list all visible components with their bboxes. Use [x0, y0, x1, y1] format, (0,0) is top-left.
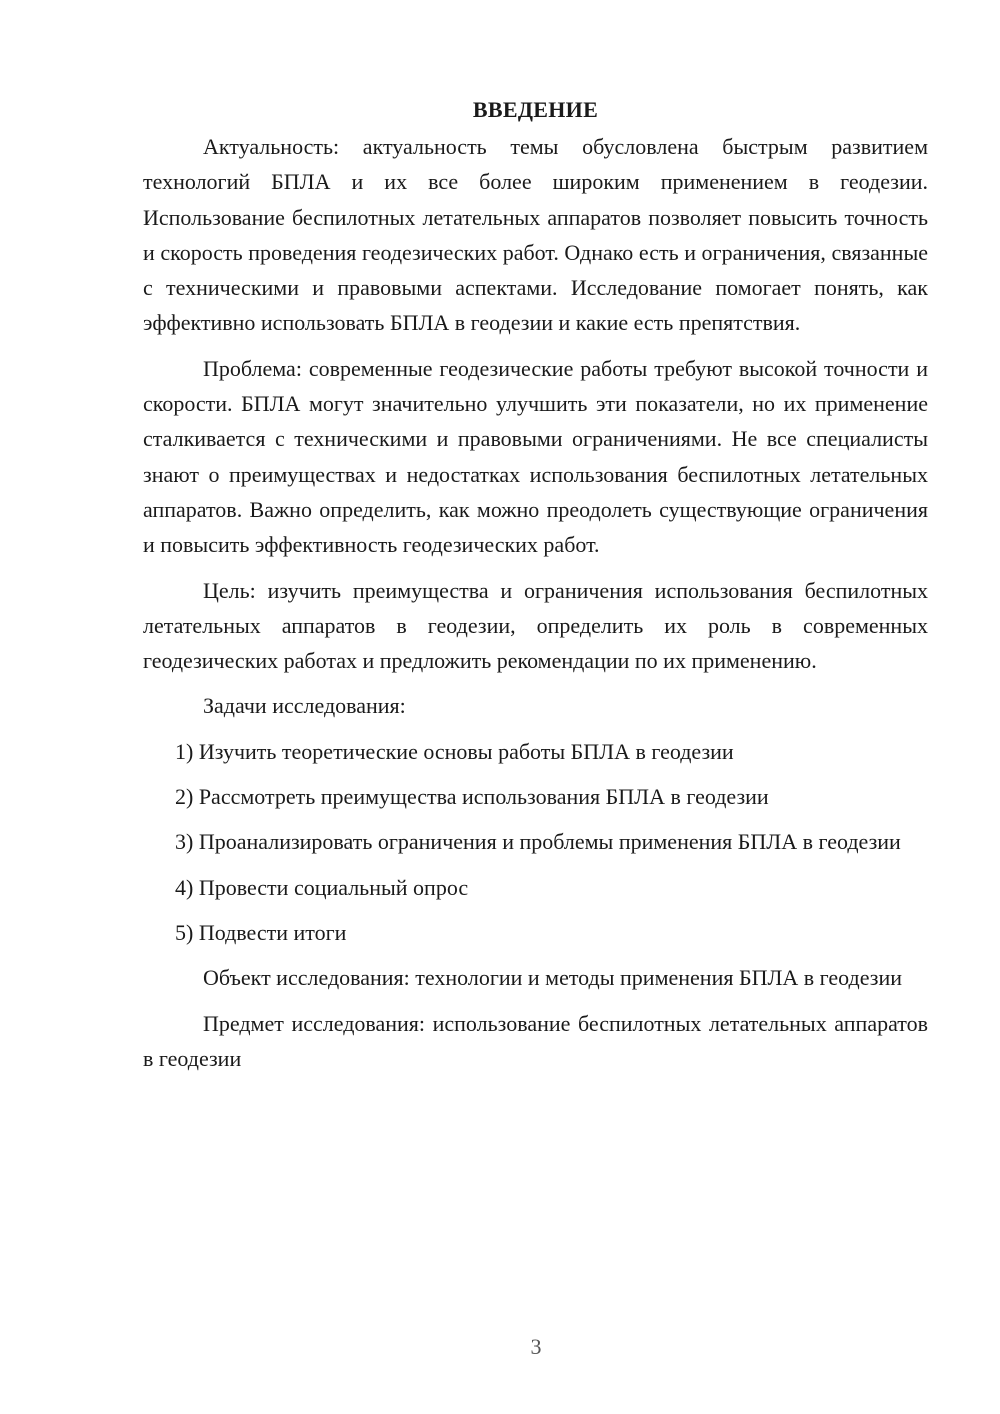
list-item: 3) Проанализировать ограничения и проблемы применения БПЛА в геодезии [175, 829, 901, 855]
page-title: ВВЕДЕНИЕ [472, 97, 599, 122]
list-item: 5) Подвести итоги [175, 919, 347, 945]
tasks-list [143, 734, 928, 950]
paragraph-relevance: Актуальность: актуальность темы обусловлена быстрым развитием технологий БПЛА и их все более широким применением в геодезии. Использование беспилотных летательных аппаратов позволяет повысить точность и скорость проведения геодезических работ. Однако есть и ограничения, связанные с техническими и правовыми аспектами. Исследование помогает понять, как эффективно использовать БПЛА в геодезии и какие есть препятствия. [143, 134, 928, 336]
paragraph-subject: Предмет исследования: использование беспилотных летательных аппаратов в геодезии [143, 1010, 928, 1071]
paragraph-goal: Цель: изучить преимущества и ограничения использования беспилотных летательных аппаратов в геодезии, определить их роль в современных геодезических работах и предложить рекомендации по их применению. [143, 577, 928, 674]
page-number: 3 [530, 1334, 542, 1359]
list-item: 4) Провести социальный опрос [175, 874, 469, 900]
list-item: 1) Изучить теоретические основы работы БПЛА в геодезии [175, 738, 734, 764]
list-item: 2) Рассмотреть преимущества использования БПЛА в геодезии [175, 784, 769, 810]
tasks-title: Задачи исследования: [203, 693, 406, 719]
document-page [143, 94, 928, 1076]
paragraph-object: Объект исследования: технологии и методы применения БПЛА в геодезии [203, 965, 903, 991]
paragraph-problem: Проблема: современные геодезические работы требуют высокой точности и скорости. БПЛА могут значительно улучшить эти показатели, но их применение сталкивается с техническими и правовыми ограничениями. Не все специалисты знают о преимуществах и недостатках использования беспилотных летательных аппаратов. Важно определить, как можно преодолеть существующие ограничения и повысить эффективность геодезических работ. [143, 355, 928, 558]
